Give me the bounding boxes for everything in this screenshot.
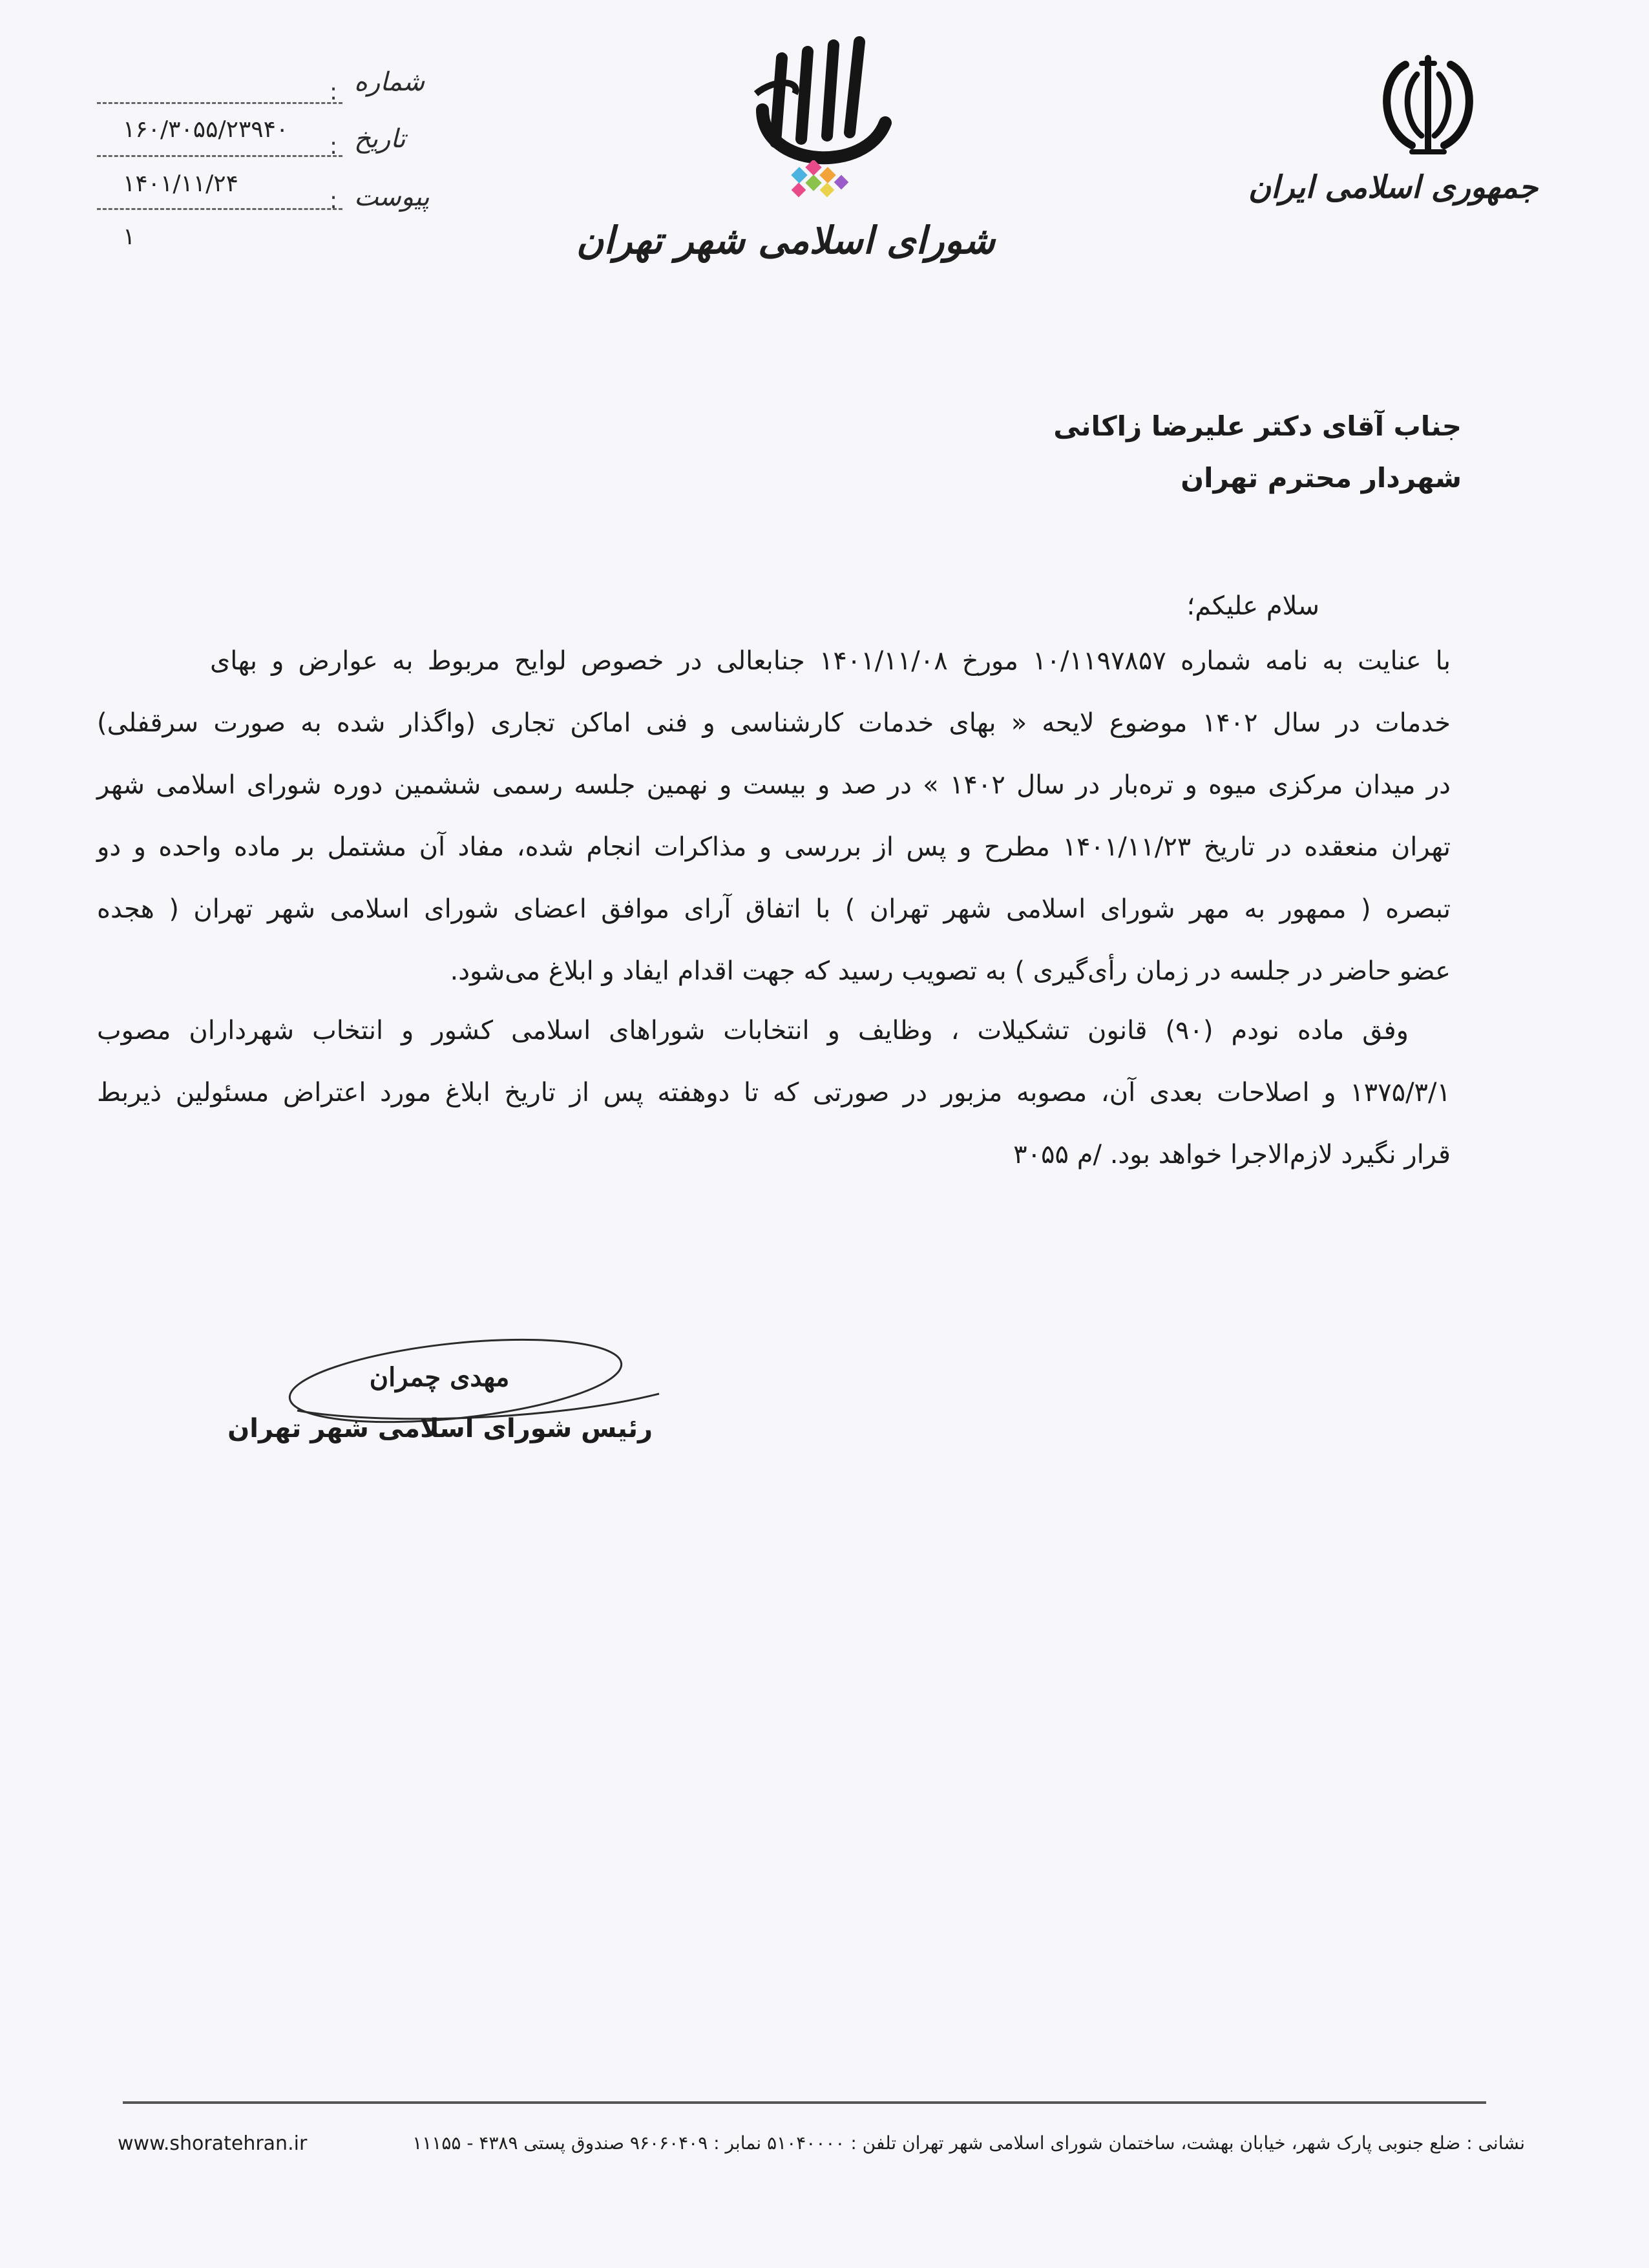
recipient-position: شهردار محترم تهران [1181,462,1462,494]
paragraph-line: تبصره ( ممهور به مهر شورای اسلامی شهر تهران ) با اتفاق آرای موافق اعضای شورای اسلامی شهر تهران ( هجده [97,894,1451,924]
attachment-colon: : [330,187,338,214]
number-colon: : [330,79,338,105]
footer-address: نشانی : ضلع جنوبی پارک شهر، خیابان بهشت، ساختمان شورای اسلامی شهر تهران تلفن : ۵۱۰۴۰۰۰۰ نمابر : ۹۶۰۶۰۴۰۹ صندوق پستی ۴۳۸۹ - ۱۱۱۵۵ [412,2132,1525,2154]
paragraph-line: عضو حاضر در جلسه در زمان رأی‌گیری ) به تصویب رسید که جهت اقدام ایفاد و ابلاغ می‌شود. [450,956,1451,986]
paragraph-line: وفق ماده نودم (۹۰) قانون تشکیلات ، وظایف و انتخابات شوراهای اسلامی کشور و انتخاب شهرداران مصوب [97,1016,1409,1045]
signer-title: رئیس شورای اسلامی شهر تهران [227,1414,653,1444]
iran-emblem-icon [1367,52,1489,162]
attachment-label: پیوست [354,182,430,212]
paragraph-line: قرار نگیرد لازم‌الاجرا خواهد بود. /م ۳۰۵۵ [1013,1140,1451,1170]
date-label: تاریخ [354,124,406,154]
paragraph-line: خدمات در سال ۱۴۰۲ موضوع لایحه « بهای خدمات کارشناسی و فنی اماکن تجاری (واگذار شده به صورت سرقفلی) [97,708,1451,738]
council-calligraphy-mark [737,32,905,174]
emblem-caption: جمهوری اسلامی ایران [1248,169,1538,205]
date-dotted-line [97,155,342,157]
signer-name: مهدی چمران [369,1362,510,1392]
recipient-block [686,401,1462,504]
paragraph-line: با عنایت به نامه شماره ۱۰/۱۱۹۷۸۵۷ مورخ ۱۴۰۱/۱۱/۰۸ جنابعالی در خصوص لوایح مربوط به عوارض و بهای [210,646,1451,676]
council-name: شورای اسلامی شهر تهران [576,218,995,262]
footer-divider [123,2101,1486,2104]
number-dotted-line [97,102,342,104]
paragraph-line: تهران منعقده در تاریخ ۱۴۰۱/۱۱/۲۳ مطرح و پس از بررسی و مذاکرات انجام شده، مفاد آن مشتمل بر ماده واحده و دو [97,832,1451,862]
number-value: ۱۶۰/۳۰۵۵/۲۳۹۴۰ [123,116,289,143]
recipient-name: جناب آقای دکتر علیرضا زاکانی [1053,410,1462,442]
greeting: سلام علیکم؛ [1186,591,1319,621]
date-colon: : [330,133,338,160]
number-label: شماره [354,67,425,97]
council-color-squares [782,160,853,212]
attachment-value: ۱ [123,224,136,250]
attachment-dotted-line [97,208,342,210]
paragraph-line: ۱۳۷۵/۳/۱ و اصلاحات بعدی آن، مصوبه مزبور در صورتی که تا دوهفته پس از تاریخ ابلاغ مورد اعتراض مسئولین ذیربط [97,1078,1451,1108]
date-value: ۱۴۰۱/۱۱/۲۴ [123,171,238,197]
paragraph-line: در میدان مرکزی میوه و تره‌بار در سال ۱۴۰۲ » در صد و بیست و نهمین جلسه رسمی ششمین دوره شورای اسلامی شهر [97,770,1451,800]
footer-website: www.shoratehran.ir [118,2132,308,2155]
